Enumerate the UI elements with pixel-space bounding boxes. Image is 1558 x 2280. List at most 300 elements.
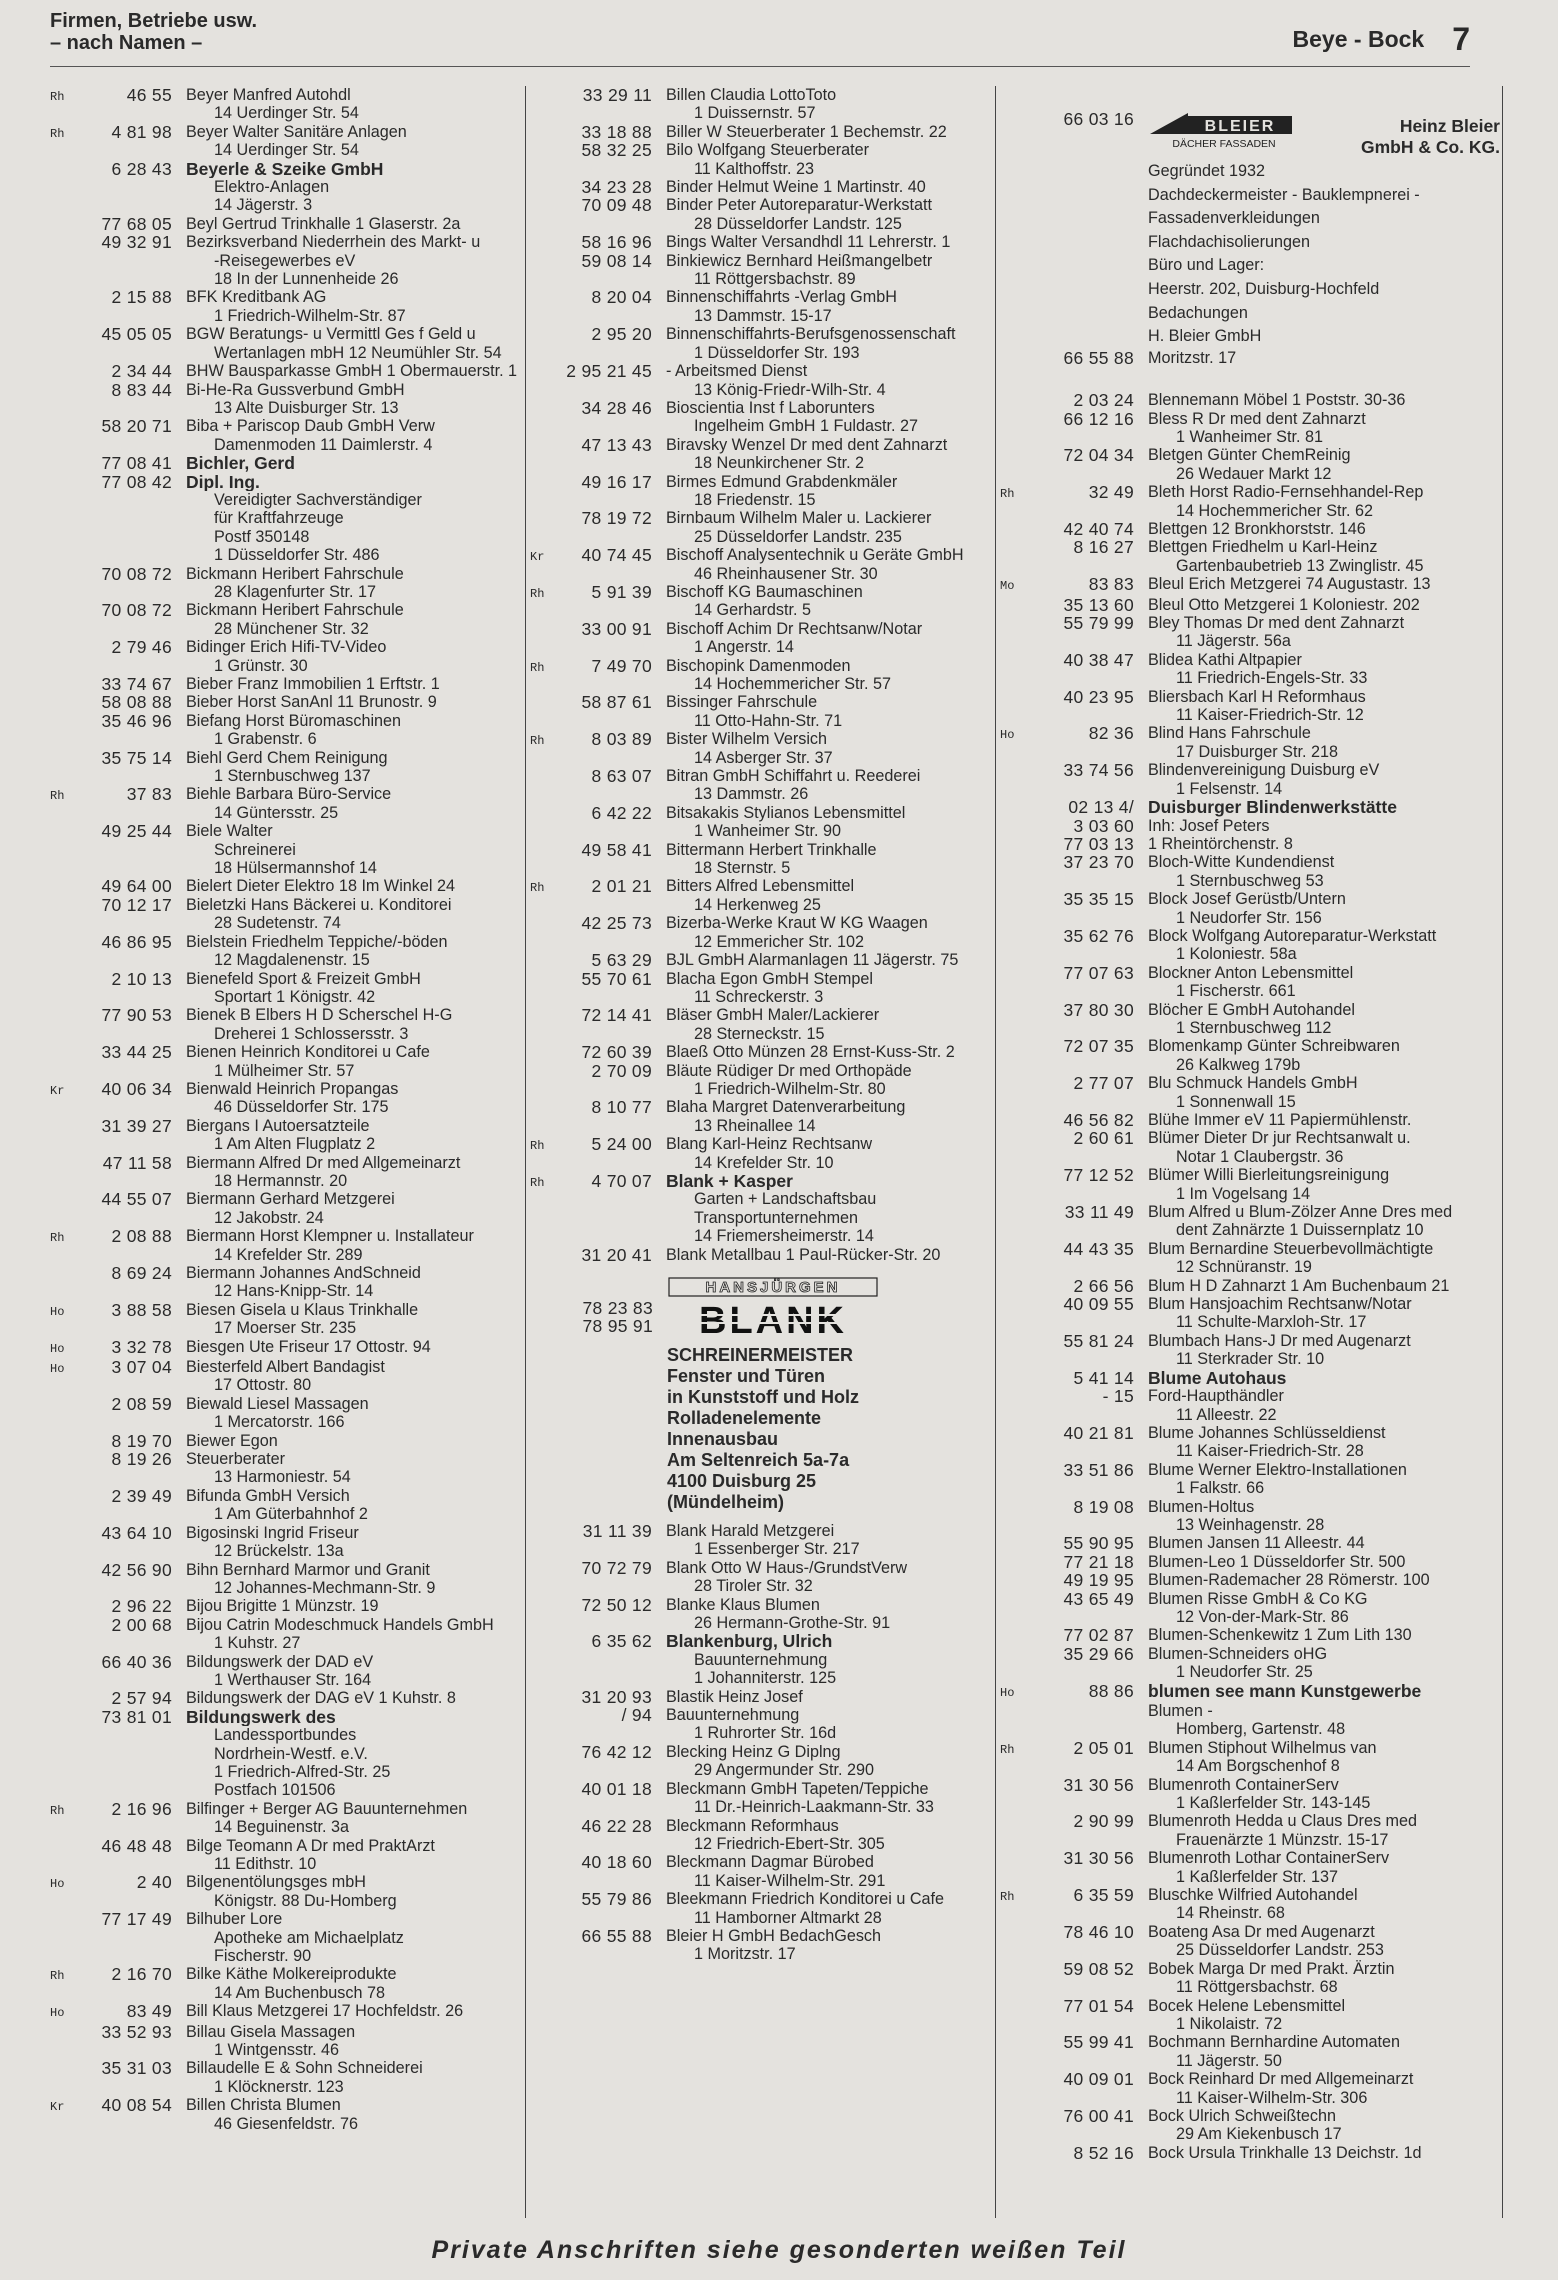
list-item (50, 1117, 520, 1154)
phone-number: 58 20 71 (101, 416, 172, 437)
district-code (530, 1098, 552, 1135)
list-item (530, 252, 990, 289)
entry-text (666, 86, 990, 123)
list-item (1000, 1387, 1500, 1424)
phone-number: 8 52 16 (1073, 2142, 1134, 2163)
phone-number: 55 81 24 (1063, 1330, 1134, 1351)
entry-text (1148, 1645, 1500, 1682)
phone-number: 35 75 14 (101, 747, 172, 768)
entry-text (186, 2023, 520, 2060)
entry-name: Bieletzki Hans Bäckerei u. Konditorei (186, 895, 452, 914)
entry-name: Biefang Horst Büromaschinen (186, 711, 402, 730)
entry-text (666, 546, 990, 583)
list-item (50, 325, 520, 362)
entry-text (666, 951, 990, 969)
entry-name: Biermann Gerhard Metzgerei (186, 1190, 395, 1209)
entry-name: Bleckmann Reformhaus (666, 1816, 839, 1835)
list-item (1000, 1203, 1500, 1240)
phone-number: 2 10 13 (111, 968, 172, 989)
entry-name: Bieber Horst SanAnl 11 Brunostr. 9 (186, 693, 437, 712)
entry-name: Bill Klaus Metzgerei 17 Hochfeldstr. 26 (186, 2002, 464, 2021)
list-item (1000, 596, 1500, 614)
entry-text (666, 1006, 990, 1043)
section-title-line1: Firmen, Betriebe usw. (50, 10, 258, 32)
district-code: Rh (1000, 1890, 1015, 1905)
phone-number: 46 56 82 (1063, 1110, 1134, 1130)
entry-detail: dent Zahnärzte 1 Duissernplatz 10 (1176, 1221, 1424, 1240)
list-item (50, 123, 520, 160)
entry-detail: 14 Krefelder Str. 10 (694, 1153, 834, 1172)
list-item (530, 951, 990, 969)
list-item (1000, 1923, 1500, 1960)
phone-number: 70 08 72 (101, 600, 172, 621)
entry-text (1148, 1997, 1500, 2034)
entry-text (1148, 835, 1500, 853)
entry-name: Bienek B Elbers H D Scherschel H-G (186, 1006, 453, 1025)
list-item (1000, 688, 1500, 725)
list-item (50, 749, 520, 786)
phone-number: 33 11 49 (1064, 1202, 1134, 1223)
entry-text (666, 325, 990, 362)
phone-number: 33 18 88 (581, 121, 652, 142)
list-item (530, 1062, 990, 1099)
phone-number: 2 77 07 (1073, 1073, 1134, 1094)
phone-number: 49 32 91 (101, 232, 172, 253)
entry-detail: 17 Ottostr. 80 (214, 1376, 312, 1395)
entry-detail: 14 Hochemmericher Str. 57 (694, 675, 892, 693)
phone-number: 40 23 95 (1063, 686, 1134, 707)
entry-name: Blettgen 12 Bronkhorststr. 146 (1148, 520, 1366, 538)
district-code (50, 2023, 72, 2060)
entry-name: Bitsakakis Stylianos Lebensmittel (666, 803, 906, 822)
entry-name: Blumen Risse GmbH & Co KG (1148, 1589, 1368, 1608)
entry-detail: 26 Kalkweg 179b (1176, 1055, 1301, 1074)
phone-number: 33 74 56 (1063, 760, 1134, 781)
list-item (1000, 1369, 1500, 1387)
entry-detail: 14 Jägerstr. 3 (214, 196, 313, 215)
entry-name: Biergans I Autoersatzteile (186, 1116, 370, 1135)
entry-name: Biehle Barbara Büro-Service (186, 785, 392, 804)
entry-name: Blumen-Leo 1 Düsseldorfer Str. 500 (1148, 1552, 1406, 1571)
district-code (530, 288, 552, 325)
phone-number: 42 40 74 (1063, 519, 1134, 539)
entry-name: Billen Claudia LottoToto (666, 86, 837, 104)
list-item (1000, 1074, 1500, 1111)
entry-text (186, 1190, 520, 1227)
district-code (50, 638, 72, 675)
list-item (530, 436, 990, 473)
phone-number: 31 30 56 (1063, 1848, 1134, 1869)
district-code (50, 1708, 72, 1800)
entry-text (1148, 1682, 1500, 1702)
phone-number: / 94 (621, 1705, 652, 1726)
entry-text (1148, 1074, 1500, 1111)
list-item (530, 841, 990, 878)
entry-detail: 11 Kalthoffstr. 23 (694, 159, 814, 178)
district-code (50, 1432, 72, 1450)
entry-text (186, 638, 520, 675)
list-item (1000, 1812, 1500, 1849)
phone-number: 2 08 88 (111, 1226, 172, 1247)
phone-number: 40 08 54 (101, 2095, 172, 2116)
entry-text (186, 785, 520, 822)
district-code (50, 675, 72, 693)
list-item (50, 565, 520, 602)
entry-text (666, 1927, 990, 1964)
ad-line: Gegründet 1932 (1148, 162, 1266, 180)
list-item (530, 1817, 990, 1854)
entry-name: Bleul Erich Metzgerei 74 Augustastr. 13 (1148, 575, 1431, 594)
phone-number: 47 13 43 (581, 434, 652, 455)
district-code (50, 362, 72, 380)
entry-name: Blaha Margret Datenverarbeitung (666, 1098, 906, 1117)
list-item (530, 1688, 990, 1706)
phone-number: 32 49 (1088, 482, 1134, 503)
district-code: Rh (50, 126, 65, 141)
district-code (530, 1522, 552, 1559)
list-item (50, 1708, 520, 1800)
district-code (530, 620, 552, 657)
entry-text (666, 473, 990, 510)
district-code (50, 1616, 72, 1653)
list-item (1000, 1702, 1500, 1739)
list-item (50, 1450, 520, 1487)
list-item (530, 362, 990, 399)
district-code (530, 1927, 552, 1964)
entry-name: Inh: Josef Peters (1148, 816, 1270, 835)
district-code: Rh (530, 881, 545, 896)
entry-detail: 29 Angermunder Str. 290 (694, 1761, 874, 1780)
entry-name: Biravsky Wenzel Dr med dent Zahnarzt (666, 435, 948, 454)
phone-number: 6 42 22 (591, 802, 652, 823)
entry-name: Blühe Immer eV 11 Papiermühlenstr. (1148, 1111, 1412, 1129)
district-code (50, 454, 72, 472)
district-code (1000, 927, 1022, 964)
ad-phone: 66 03 16 (1063, 109, 1134, 129)
name-range: Beye - Bock (1292, 26, 1425, 52)
phone-number: 8 69 24 (111, 1263, 172, 1283)
district-code (530, 325, 552, 362)
entry-text (1148, 1129, 1500, 1166)
entry-name: Steuerberater (186, 1450, 285, 1469)
entry-text (1148, 1886, 1500, 1923)
phone-number: 59 08 14 (581, 250, 652, 271)
entry-name: Biermann Johannes AndSchneid (186, 1264, 421, 1282)
entry-detail: 1 Mülheimer Str. 57 (214, 1061, 355, 1080)
list-item (530, 473, 990, 510)
entry-name: Birnbaum Wilhelm Maler u. Lackierer (666, 509, 932, 528)
phone-number: 2 00 68 (111, 1614, 172, 1635)
entry-text (666, 1853, 990, 1890)
entry-name: Bi-He-Ra Gussverbund GmbH (186, 380, 405, 399)
entry-detail: Notar 1 Claubergstr. 36 (1176, 1147, 1344, 1166)
list-item (50, 712, 520, 749)
ad-line: Fassadenverkleidungen (1148, 209, 1320, 228)
entry-detail: 12 Hans-Knipp-Str. 14 (214, 1282, 374, 1301)
entry-detail: 14 Uerdinger Str. 54 (214, 141, 359, 160)
entry-name: Blank Harald Metzgerei (666, 1522, 835, 1540)
phone-number: 77 08 42 (101, 471, 172, 492)
entry-detail: 28 Sudetenstr. 74 (214, 914, 341, 933)
entry-name: Bläute Rüdiger Dr med Orthopäde (666, 1061, 912, 1080)
entry-text (186, 288, 520, 325)
entry-text (186, 417, 520, 454)
district-code: Ho (50, 1362, 65, 1377)
list-item (530, 123, 990, 141)
entry-detail: 1 Friedrich-Alfred-Str. 25 (214, 1762, 391, 1781)
entry-text (1148, 853, 1500, 890)
list-item (50, 896, 520, 933)
entry-text (1148, 1571, 1500, 1589)
entry-text (666, 1098, 990, 1135)
entry-text (666, 233, 990, 251)
entry-name: Biermann Horst Klempner u. Installateur (186, 1227, 474, 1246)
district-code (1000, 1111, 1022, 1129)
entry-text (186, 1301, 520, 1338)
district-code (1000, 2144, 1022, 2162)
entry-detail: Ingelheim GmbH 1 Fuldastr. 27 (694, 417, 919, 436)
phone-number: 77 17 49 (101, 1909, 172, 1930)
column-2-listings-a (530, 86, 990, 1264)
entry-detail: 25 Düsseldorfer Landstr. 253 (1176, 1941, 1384, 1960)
phone-number: 3 88 58 (111, 1299, 172, 1320)
district-code (530, 1853, 552, 1890)
entry-text (666, 123, 990, 141)
entry-text (666, 178, 990, 196)
entry-name: Bock Reinhard Dr med Allgemeinarzt (1148, 2070, 1414, 2089)
phone-number: 55 79 86 (581, 1889, 652, 1910)
list-item (50, 877, 520, 895)
ad-line: in Kunststoff und Holz (667, 1387, 859, 1407)
entry-text (1148, 688, 1500, 725)
entry-name: Bilo Wolfgang Steuerberater (666, 141, 870, 160)
entry-text (666, 1062, 990, 1099)
district-code (530, 1632, 552, 1687)
district-code (530, 252, 552, 289)
district-code (530, 1743, 552, 1780)
phone-number: 76 00 41 (1063, 2105, 1134, 2126)
entry-detail: Gartenbaubetrieb 13 Zwinglistr. 45 (1176, 556, 1424, 575)
phone-number: 70 09 48 (581, 195, 652, 216)
phone-number: 2 05 01 (1073, 1737, 1134, 1758)
entry-text (186, 1653, 520, 1690)
entry-name: Blockner Anton Lebensmittel (1148, 963, 1354, 982)
entry-detail: 1 Wintgensstr. 46 (214, 2041, 340, 2060)
district-code (1000, 1332, 1022, 1369)
entry-text (1148, 1461, 1500, 1498)
district-code (530, 196, 552, 233)
entry-detail: 11 Jägerstr. 50 (1176, 2051, 1282, 2070)
entry-text (666, 841, 990, 878)
district-code (1000, 1997, 1022, 2034)
list-item (530, 970, 990, 1007)
list-item (530, 1780, 990, 1817)
list-item (530, 1522, 990, 1559)
entry-text (1148, 1498, 1500, 1535)
entry-detail: 17 Moerser Str. 235 (214, 1319, 357, 1338)
district-code (50, 1006, 72, 1043)
list-item (1000, 1037, 1500, 1074)
entry-name: Bidinger Erich Hifi-TV-Video (186, 638, 387, 657)
entry-name: Bezirksverband Niederrhein des Markt- u (186, 233, 481, 252)
district-code (1000, 520, 1022, 538)
entry-text (186, 970, 520, 1007)
entry-text (186, 601, 520, 638)
entry-text (1148, 1277, 1500, 1295)
entry-name: Blumenroth Hedda u Claus Dres med (1148, 1812, 1418, 1831)
ad-phone-2: 78 95 91 (582, 1316, 653, 1337)
district-code (530, 804, 552, 841)
ad-line: SCHREINERMEISTER (667, 1345, 854, 1365)
list-item (1000, 1111, 1500, 1129)
list-item (50, 1597, 520, 1615)
district-code (1000, 596, 1022, 614)
entry-detail: 1 Duissernstr. 57 (694, 104, 816, 123)
district-code (1000, 1498, 1022, 1535)
district-code (1000, 853, 1022, 890)
entry-name: Bleul Otto Metzgerei 1 Koloniestr. 202 (1148, 595, 1420, 614)
district-code (50, 1561, 72, 1598)
list-item (50, 1487, 520, 1524)
list-item (50, 1910, 520, 1965)
entry-name: - Arbeitsmed Dienst (666, 362, 808, 381)
district-code (530, 1062, 552, 1099)
entry-name: Duisburger Blindenwerkstätte (1148, 798, 1397, 817)
entry-detail: 1 Sternbuschweg 53 (1176, 871, 1324, 890)
entry-detail: Apotheke am Michaelplatz (214, 1928, 404, 1947)
district-code (50, 1395, 72, 1432)
entry-text (186, 822, 520, 877)
entry-detail: Dreherei 1 Schlossersstr. 3 (214, 1024, 409, 1043)
district-code: Rh (530, 734, 545, 749)
phone-number: 77 01 54 (1063, 1995, 1134, 2016)
list-item (50, 381, 520, 418)
list-item (1000, 798, 1500, 816)
list-item (1000, 1849, 1500, 1886)
column-divider (525, 86, 526, 2218)
entry-text (1148, 890, 1500, 927)
district-code (1000, 1702, 1022, 1739)
entry-name: Bochmann Bernhardine Automaten (1148, 2033, 1400, 2052)
list-item (530, 325, 990, 362)
entry-detail: Vereidigter Sachverständiger (214, 490, 422, 509)
entry-name: Bobek Marga Dr med Prakt. Ärztin (1148, 1959, 1395, 1978)
phone-number: 8 19 08 (1073, 1496, 1134, 1517)
section-title-line2: – nach Namen – (50, 32, 203, 54)
district-code (530, 123, 552, 141)
phone-number: 2 16 96 (111, 1798, 172, 1819)
phone-number: 3 07 04 (111, 1357, 172, 1378)
district-code (50, 233, 72, 288)
district-code (530, 362, 552, 399)
entry-text (1148, 927, 1500, 964)
entry-text (186, 1561, 520, 1598)
district-code (1000, 2033, 1022, 2070)
list-item (50, 233, 520, 288)
entry-name: Blum H D Zahnarzt 1 Am Buchenbaum 21 (1148, 1276, 1450, 1295)
phone-number: 44 55 07 (101, 1189, 172, 1210)
entry-text (186, 1154, 520, 1191)
list-item (530, 399, 990, 436)
page-number: 7 (1452, 21, 1470, 57)
phone-number: 8 63 07 (591, 766, 652, 787)
page-header (50, 8, 1470, 67)
phone-number: 2 01 21 (591, 876, 652, 897)
entry-name: Bilke Käthe Molkereiprodukte (186, 1965, 397, 1984)
entry-detail: 14 Güntersstr. 25 (214, 803, 339, 822)
list-item (1000, 724, 1500, 761)
entry-name: Bluschke Wilfried Autohandel (1148, 1886, 1358, 1905)
phone-number: 77 21 18 (1063, 1551, 1134, 1572)
phone-number: 72 50 12 (581, 1594, 652, 1615)
entry-text (186, 2059, 520, 2096)
district-code (50, 601, 72, 638)
district-code (1000, 1001, 1022, 1038)
entry-text (1148, 1369, 1500, 1387)
phone-number: - 15 (1102, 1386, 1134, 1407)
district-code (50, 1689, 72, 1707)
bleier-ad-text (1148, 160, 1500, 349)
blank-ad-text (667, 1345, 989, 1513)
entry-text (186, 1837, 520, 1874)
phone-number: 2 39 49 (111, 1485, 172, 1506)
entry-name: Blaeß Otto Münzen 28 Ernst-Kuss-Str. 2 (666, 1043, 955, 1062)
entry-text (1148, 1111, 1500, 1129)
entry-detail: 1 Am Alten Flugplatz 2 (214, 1135, 376, 1154)
entry-name: Blum Bernardine Steuerbevollmächtigte (1148, 1239, 1434, 1258)
phone-number: 8 19 70 (111, 1430, 172, 1451)
page-footer: Private Anschriften siehe gesonderten weißen Teil (431, 2236, 1127, 2264)
phone-number: 55 70 61 (581, 968, 652, 989)
entry-name: Bilge Teomann A Dr med PraktArzt (186, 1836, 435, 1855)
phone-number: 45 05 05 (101, 324, 172, 345)
entry-name: Biewer Egon (186, 1431, 278, 1450)
entry-name: Blumen - (1148, 1702, 1213, 1720)
list-item (1000, 1739, 1500, 1776)
list-item (530, 914, 990, 951)
district-code (530, 767, 552, 804)
phone-number: 8 83 44 (111, 379, 172, 400)
entry-name: Bihn Bernhard Marmor und Granit (186, 1560, 430, 1579)
phone-number: 2 95 20 (591, 324, 652, 345)
ad-line: Innenausbau (667, 1429, 779, 1449)
entry-detail: 18 Hermannstr. 20 (214, 1171, 348, 1190)
district-code (1000, 688, 1022, 725)
phone-number: 49 19 95 (1063, 1570, 1134, 1591)
entry-text (666, 767, 990, 804)
list-item (530, 141, 990, 178)
entry-detail: 1 Falkstr. 66 (1176, 1479, 1265, 1498)
entry-name: Bitters Alfred Lebensmittel (666, 877, 855, 896)
phone-number: 35 13 60 (1063, 594, 1134, 615)
phone-number: 72 60 39 (581, 1042, 652, 1063)
phone-number: 49 25 44 (101, 821, 172, 842)
phone-number: 83 49 (126, 2001, 172, 2022)
entry-detail: Damenmoden 11 Daimlerstr. 4 (214, 435, 433, 454)
list-item (50, 2002, 520, 2022)
phone-number: 8 20 04 (591, 287, 652, 308)
list-item (50, 417, 520, 454)
phone-number: 3 32 78 (111, 1336, 172, 1357)
phone-number: 55 90 95 (1063, 1533, 1134, 1554)
list-item (1000, 391, 1500, 409)
entry-name: Blumbach Hans-J Dr med Augenarzt (1148, 1331, 1411, 1350)
list-item (530, 178, 990, 196)
entry-name: Binnenschiffahrts-Berufsgenossenschaft (666, 325, 956, 344)
entry-detail: Nordrhein-Westf. e.V. (214, 1744, 368, 1763)
entry-detail: 11 Schulte-Marxloh-Str. 17 (1176, 1313, 1367, 1332)
phone-number: 46 22 28 (581, 1815, 652, 1836)
